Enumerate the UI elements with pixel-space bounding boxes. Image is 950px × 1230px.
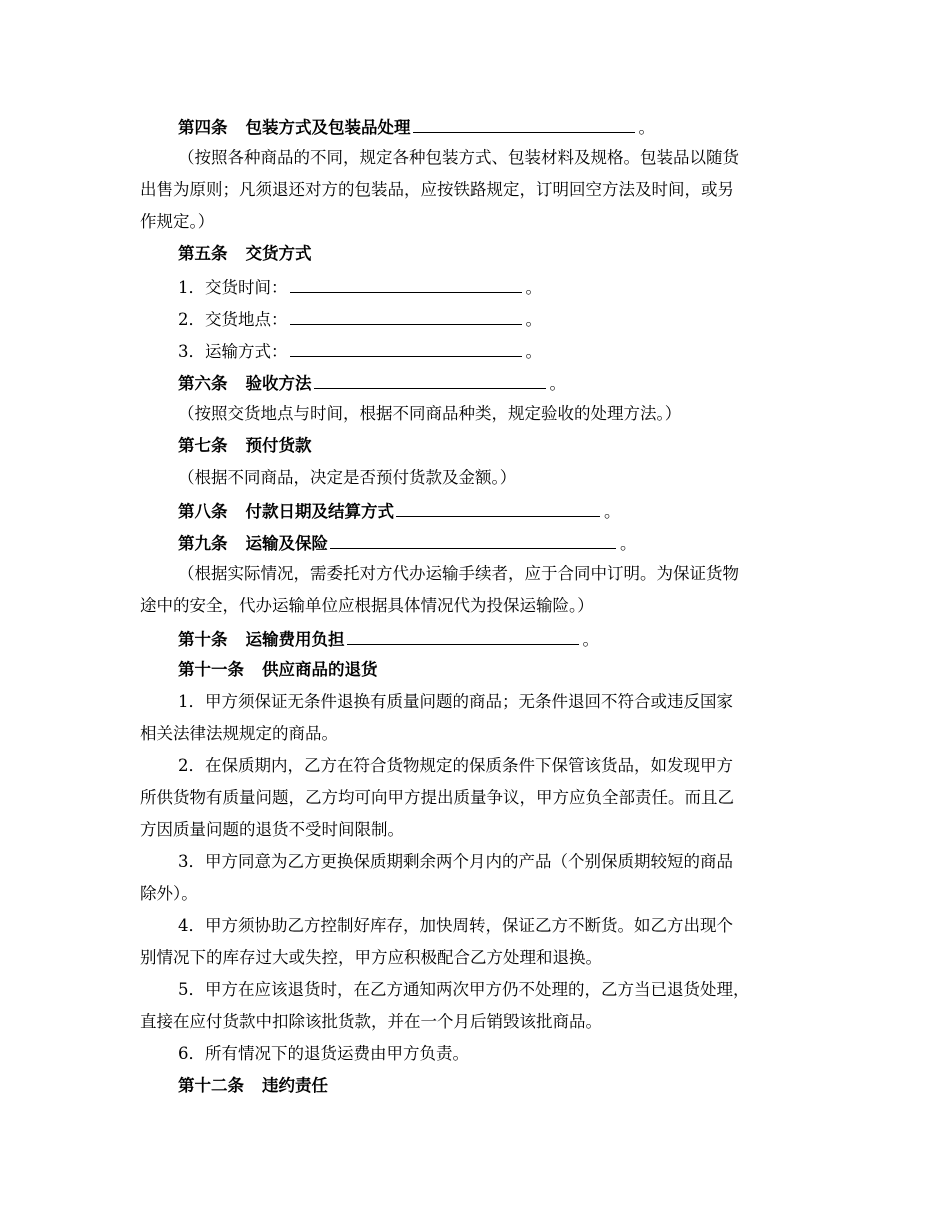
- article-11-p6: 6．所有情况下的退货运费由甲方负责。: [178, 1044, 469, 1063]
- article-7-title: 预付货款: [245, 436, 312, 455]
- article-10-blank: [347, 628, 579, 645]
- article-9-title: 运输及保险: [245, 534, 328, 553]
- article-4-note-line-2: 出售为原则；凡须退还对方的包装品，应按铁路规定，订明回空方法及时间，或另: [140, 180, 734, 199]
- article-10-end: 。: [582, 630, 599, 649]
- article-4-note-line-1: （按照各种商品的不同，规定各种包装方式、包装材料及规格。包装品以随货: [178, 148, 739, 167]
- article-7-heading: [178, 436, 858, 456]
- article-8-title: 付款日期及结算方式: [245, 502, 394, 521]
- article-6-heading: [178, 372, 858, 394]
- delivery-time-blank: [290, 276, 522, 293]
- article-8-number: 第八条: [178, 502, 228, 521]
- article-4-heading: [178, 116, 858, 138]
- article-6-note: （按照交货地点与时间，根据不同商品种类，规定验收的处理方法。）: [178, 404, 682, 423]
- article-10-number: 第十条: [178, 630, 228, 649]
- article-6-number: 第六条: [178, 374, 228, 393]
- item-label: 运输方式：: [205, 342, 288, 361]
- article-4-blank: [413, 116, 635, 133]
- article-11-p2-line-2: 所供货物有质量问题，乙方均可向甲方提出质量争议，甲方应负全部责任。而且乙: [140, 788, 734, 807]
- item-label: 交货地点：: [205, 310, 288, 329]
- article-4-number: 第四条: [178, 118, 228, 137]
- article-12-number: 第十二条: [178, 1076, 244, 1095]
- article-4-note-line-3: 作规定。）: [140, 212, 215, 231]
- article-11-p3-line-2: 除外）。: [140, 884, 198, 903]
- article-4-end: 。: [638, 118, 655, 137]
- delivery-place-blank: [290, 308, 522, 325]
- article-6-title: 验收方法: [245, 374, 312, 393]
- article-12-title: 违约责任: [262, 1076, 328, 1095]
- item-end: 。: [525, 310, 542, 329]
- article-9-heading: [178, 532, 858, 554]
- item-number: 2．: [178, 310, 205, 329]
- item-number: 3．: [178, 342, 205, 361]
- article-5-item-2: [178, 308, 858, 330]
- article-10-heading: [178, 628, 858, 650]
- article-11-p1-line-1: 1．甲方须保证无条件退换有质量问题的商品；无条件退回不符合或违反国家: [178, 692, 733, 711]
- article-11-p2-line-3: 方因质量问题的退货不受时间限制。: [140, 820, 404, 839]
- article-12-heading: [178, 1076, 858, 1096]
- article-6-end: 。: [549, 374, 566, 393]
- transport-mode-blank: [290, 340, 522, 357]
- article-9-end: 。: [620, 534, 637, 553]
- article-9-blank: [330, 532, 616, 549]
- item-end: 。: [525, 342, 542, 361]
- article-8-blank: [396, 500, 600, 517]
- article-11-p3-line-1: 3．甲方同意为乙方更换保质期剩余两个月内的产品（个别保质期较短的商品: [178, 852, 733, 871]
- article-9-note-line-1: （根据实际情况，需委托对方代办运输手续者，应于合同中订明。为保证货物: [178, 564, 739, 583]
- article-11-p5-line-1: 5．甲方在应该退货时，在乙方通知两次甲方仍不处理的，乙方当已退货处理，: [178, 980, 750, 999]
- article-11-title: 供应商品的退货: [262, 660, 378, 679]
- article-7-number: 第七条: [178, 436, 228, 455]
- article-5-item-1: [178, 276, 858, 298]
- article-6-blank: [314, 372, 546, 389]
- article-8-heading: [178, 500, 858, 522]
- article-11-p1-line-2: 相关法律法规规定的商品。: [140, 724, 338, 743]
- article-10-title: 运输费用负担: [245, 630, 345, 649]
- item-end: 。: [525, 278, 542, 297]
- article-4-title: 包装方式及包装品处理: [245, 118, 411, 137]
- article-5-item-3: [178, 340, 858, 362]
- article-9-note-line-2: 途中的安全，代办运输单位应根据具体情况代为投保运输险。）: [140, 596, 594, 615]
- article-11-p5-line-2: 直接在应付货款中扣除该批货款，并在一个月后销毁该批商品。: [140, 1012, 602, 1031]
- article-11-p4-line-1: 4．甲方须协助乙方控制好库存，加快周转，保证乙方不断货。如乙方出现个: [178, 916, 733, 935]
- item-number: 1．: [178, 278, 205, 297]
- article-5-number: 第五条: [178, 244, 228, 263]
- article-11-p2-line-1: 2．在保质期内，乙方在符合货物规定的保质条件下保管该货品，如发现甲方: [178, 756, 733, 775]
- item-label: 交货时间：: [205, 278, 288, 297]
- article-9-number: 第九条: [178, 534, 228, 553]
- article-8-end: 。: [604, 502, 621, 521]
- article-11-heading: [178, 660, 858, 680]
- article-7-note: （根据不同商品，决定是否预付货款及金额。）: [178, 468, 517, 487]
- article-11-number: 第十一条: [178, 660, 244, 679]
- article-5-heading: [178, 244, 858, 264]
- article-5-title: 交货方式: [245, 244, 312, 263]
- article-11-p4-line-2: 别情况下的库存过大或失控，甲方应积极配合乙方处理和退换。: [140, 948, 602, 967]
